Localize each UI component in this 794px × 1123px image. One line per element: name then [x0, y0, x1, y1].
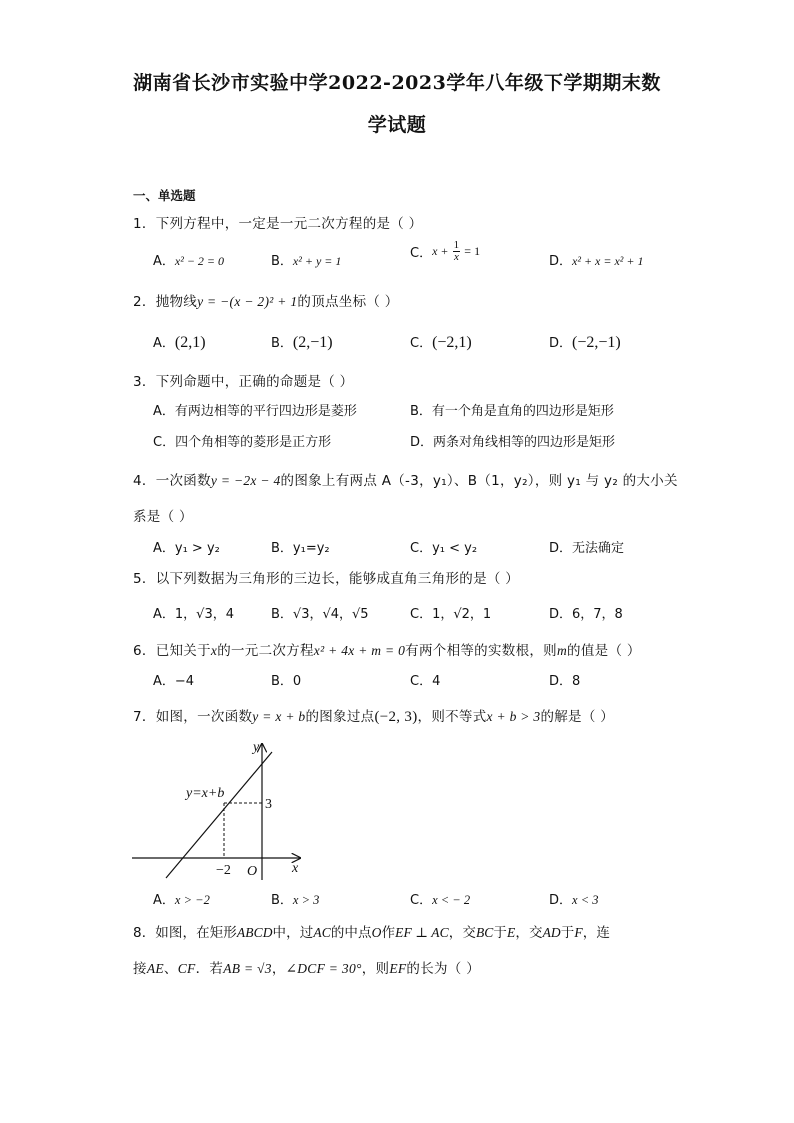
option-label: A．	[153, 254, 175, 269]
stem-var: m	[556, 643, 568, 658]
stem-text: 的一元二次方程	[217, 643, 314, 659]
q3-option-c: C．四个角相等的菱形是正方形	[153, 435, 332, 450]
stem-text: 8．如图，在矩形	[133, 925, 237, 941]
stem-math: CF	[177, 961, 196, 976]
stem-math: EF	[389, 961, 407, 976]
stem-text: 的值是（ ）	[567, 643, 641, 659]
option-math: (2,−1)	[292, 334, 333, 351]
option-math: x < − 2	[432, 893, 471, 907]
option-math: (2,1)	[174, 334, 206, 351]
q7-figure	[128, 736, 308, 882]
stem-math: E	[507, 925, 516, 940]
section-heading: 一、单选题	[133, 188, 196, 203]
stem-text: ，连	[582, 925, 610, 941]
q4-option-c: C．y₁ < y₂	[410, 541, 478, 556]
stem-text: 6．已知关于	[133, 643, 211, 659]
stem-text: 的中点	[330, 925, 372, 941]
option-math-pre: x +	[432, 244, 449, 258]
stem-math: x² + 4x + m = 0	[313, 643, 406, 658]
q1-option-c	[410, 240, 480, 263]
option-label: A．	[153, 893, 175, 908]
option-math: x > −2	[174, 893, 210, 907]
q1-option-a	[153, 250, 224, 269]
y-axis-label: y	[253, 740, 260, 755]
question-4-stem	[133, 469, 678, 489]
stem-inequality: x + b > 3	[486, 709, 541, 724]
y-tick-label: 3	[265, 797, 272, 812]
fraction-denominator: x	[453, 251, 459, 263]
question-2-stem	[133, 290, 399, 310]
q6-option-b: B．0	[271, 674, 302, 689]
option-label: D．	[549, 336, 573, 351]
question-4-stem-line2: 系是（ ）	[133, 509, 193, 525]
stem-math: BC	[475, 925, 494, 940]
question-7-stem	[133, 705, 614, 726]
q7-option-a	[153, 889, 210, 908]
stem-text: 的图象上有两点 A（-3，y₁）、B（1，y₂），则 y₁ 与 y₂ 的大小关	[280, 473, 678, 489]
stem-text: 有两个相等的实数根，则	[405, 643, 557, 659]
stem-text: 的图象过点	[305, 709, 375, 725]
q7-option-d	[549, 889, 599, 908]
stem-math: AC	[313, 925, 331, 940]
stem-text: 的解是（ ）	[540, 709, 615, 725]
q3-option-b: B．有一个角是直角的四边形是矩形	[410, 404, 614, 419]
option-math: x < 3	[572, 893, 599, 907]
option-math: (−2,1)	[432, 334, 472, 351]
stem-text: ．若	[195, 961, 224, 977]
option-math: x² + y = 1	[292, 254, 342, 268]
q1-option-b	[271, 250, 341, 269]
q2-option-b	[271, 332, 333, 352]
stem-var: x	[210, 643, 218, 658]
option-label: D．	[549, 893, 573, 908]
stem-text: 4．一次函数	[133, 473, 211, 489]
question-5-stem: 5．以下列数据为三角形的三边长，能够成直角三角形的是（ ）	[133, 571, 520, 587]
option-math: (−2,−1)	[572, 334, 621, 351]
option-label: D．	[549, 254, 573, 269]
stem-text: 的长为（ ）	[406, 961, 480, 977]
stem-math: y = −2x − 4	[210, 473, 281, 488]
stem-math: y = x + b	[252, 709, 306, 724]
option-label: B．	[271, 893, 293, 908]
fraction-numerator: 1	[453, 239, 460, 251]
stem-text: ，则	[361, 961, 390, 977]
stem-math: EF ⊥ AC	[395, 925, 449, 940]
q7-option-b	[271, 889, 319, 908]
stem-text: 于	[560, 925, 575, 941]
stem-point: (−2, 3)	[374, 709, 418, 725]
stem-math: AE	[146, 961, 164, 976]
q6-option-c: C．4	[410, 674, 441, 689]
option-math: x² − 2 = 0	[174, 254, 225, 268]
stem-text: 、	[163, 961, 178, 977]
line-label: y=x+b	[186, 786, 225, 801]
question-8-stem-line2	[133, 957, 480, 977]
page-title-line1: 湖南省长沙市实验中学2022-2023学年八年级下学期期末数	[133, 72, 661, 94]
stem-text: 于	[493, 925, 508, 941]
q5-option-d: D．6，7，8	[549, 607, 623, 622]
q6-option-d: D．8	[549, 674, 581, 689]
x-tick-label: −2	[216, 863, 231, 878]
q3-option-a: A．有两边相等的平行四边形是菱形	[153, 404, 357, 419]
q2-option-a	[153, 332, 206, 352]
q4-option-b: B．y₁=y₂	[271, 541, 330, 556]
q1-option-d	[549, 250, 643, 269]
option-math: x² + x = x² + 1	[572, 254, 644, 268]
question-3-stem: 3．下列命题中，正确的命题是（ ）	[133, 374, 354, 390]
stem-text: ，交	[448, 925, 476, 941]
stem-text: 2．抛物线	[133, 294, 198, 310]
stem-text: 作	[381, 925, 396, 941]
q4-option-a: A．y₁ > y₂	[153, 541, 220, 556]
q2-option-d	[549, 332, 621, 352]
q5-option-c: C．1，√2，1	[410, 607, 492, 622]
stem-text: ，	[271, 961, 286, 977]
q5-option-b: B．√3，√4，√5	[271, 607, 369, 622]
stem-text: ，交	[515, 925, 543, 941]
question-8-stem	[133, 921, 610, 941]
option-label: B．	[271, 254, 293, 269]
stem-math: O	[371, 925, 382, 940]
q5-option-a: A．1，√3，4	[153, 607, 234, 622]
fraction	[453, 240, 461, 263]
x-axis-label: x	[292, 861, 299, 876]
q4-option-d: D．无法确定	[549, 541, 625, 556]
page-title-line2: 学试题	[367, 114, 427, 136]
question-6-stem	[133, 639, 641, 659]
stem-text: 7．如图，一次函数	[133, 709, 253, 725]
q6-option-a: A．−4	[153, 674, 195, 689]
q3-option-d: D．两条对角线相等的四边形是矩形	[410, 435, 616, 450]
function-line	[166, 752, 272, 878]
option-label: C．	[410, 246, 433, 261]
stem-math: AD	[542, 925, 561, 940]
stem-text: ，则不等式	[417, 709, 487, 725]
option-label: C．	[410, 893, 433, 908]
stem-text: 中，过	[272, 925, 314, 941]
q7-option-c	[410, 889, 470, 908]
stem-text: 的顶点坐标（ ）	[297, 294, 399, 310]
stem-math: y = −(x − 2)² + 1	[197, 294, 298, 309]
option-label: B．	[271, 336, 293, 351]
option-label: A．	[153, 336, 175, 351]
option-math-post: = 1	[464, 244, 481, 258]
q2-option-c	[410, 332, 472, 352]
origin-label: O	[247, 864, 258, 879]
stem-math: F	[574, 925, 583, 940]
stem-math: ABCD	[236, 925, 273, 940]
question-1-stem: 1．下列方程中，一定是一元二次方程的是（ ）	[133, 216, 423, 232]
option-math: x > 3	[292, 893, 320, 907]
stem-text: 接	[133, 961, 147, 977]
stem-math: AB = √3	[223, 961, 272, 976]
stem-math: ∠DCF = 30°	[285, 961, 362, 976]
option-label: C．	[410, 336, 433, 351]
